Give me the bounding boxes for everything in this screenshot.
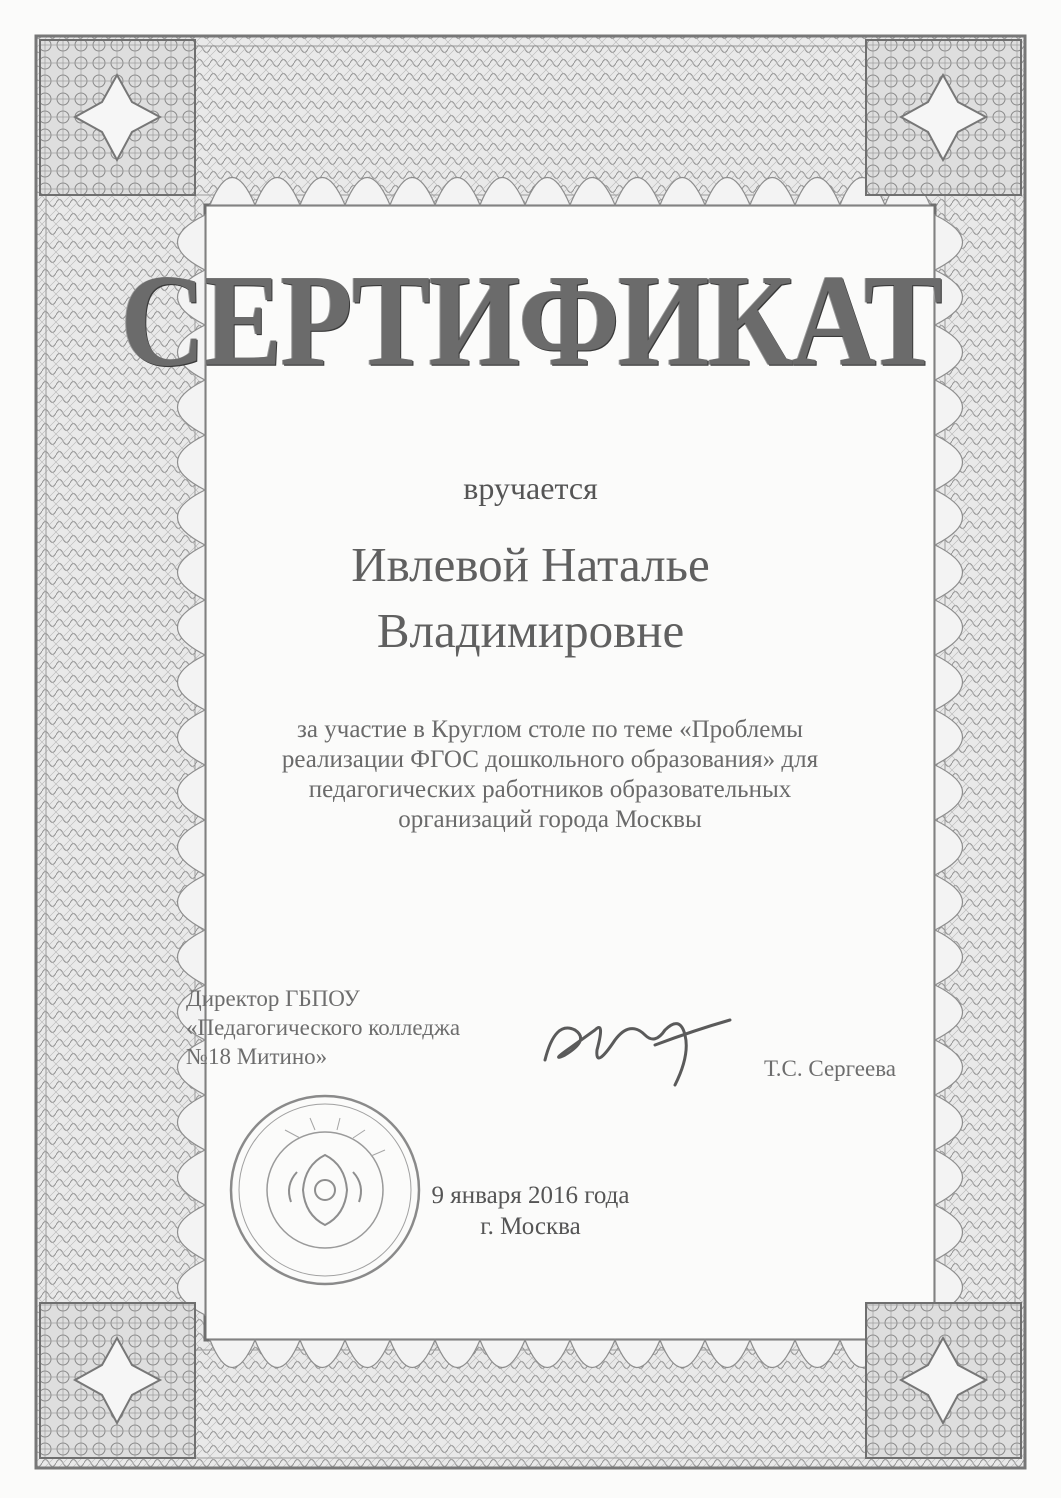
presented-to-label: вручается (463, 470, 598, 506)
director-title-line-3: №18 Митино» (186, 1044, 328, 1069)
award-reason-line: реализации ФГОС дошкольного образования» для (281, 746, 819, 773)
award-reason (180, 715, 920, 835)
award-reason-line: педагогических работников образовательных (308, 776, 792, 803)
director-title-line-2: «Педагогического колледжа (186, 1015, 461, 1040)
certificate-title: СЕРТИФИКАТ (120, 247, 941, 394)
handwritten-signature (535, 1000, 735, 1090)
issue-date: 9 января 2016 года (431, 1182, 630, 1209)
award-reason-line: за участие в Круглом столе по теме «Проблемы (297, 716, 803, 743)
director-title-line-1: Директор ГБПОУ (186, 986, 360, 1011)
recipient-name-line-1: Ивлевой Наталье (351, 537, 710, 592)
issue-city: г. Москва (480, 1213, 581, 1240)
award-reason-line: организаций города Москвы (398, 806, 702, 833)
signer-name: Т.С. Сергеева (764, 1056, 896, 1081)
recipient-name-line-2: Владимировне (376, 603, 685, 658)
